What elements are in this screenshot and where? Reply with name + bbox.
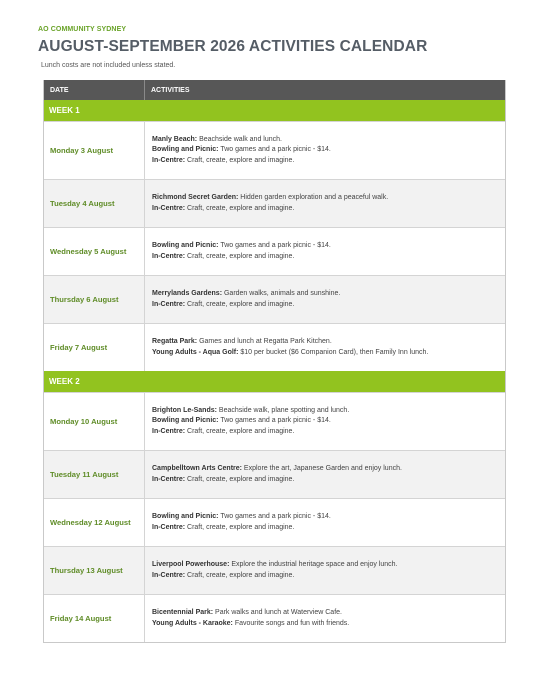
day-activities	[145, 276, 505, 323]
activity-name: In-Centre:	[152, 523, 186, 531]
day-date: Monday 3 August	[44, 122, 145, 179]
activity-line	[152, 571, 505, 582]
activity-desc: Craft, create, explore and imagine.	[185, 523, 295, 531]
day-date: Tuesday 11 August	[44, 451, 145, 498]
activity-line	[152, 464, 505, 475]
activity-line	[152, 475, 505, 486]
activity-line	[152, 619, 505, 630]
activity-desc: $10 per bucket ($6 Companion Card), then Family Inn lunch.	[238, 348, 429, 356]
activity-name: Bowling and Picnic:	[152, 513, 219, 520]
week-header: WEEK 1	[44, 100, 505, 121]
day-activities	[145, 547, 505, 594]
page-note: Lunch costs are not included unless stated.	[41, 62, 176, 69]
table-row	[44, 594, 505, 642]
activity-line	[152, 289, 505, 300]
activity-line	[152, 348, 505, 359]
table-row	[44, 392, 505, 450]
activity-name: Bowling and Picnic:	[152, 417, 219, 425]
activity-desc: Craft, create, explore and imagine.	[185, 427, 295, 435]
day-date: Friday 7 August	[44, 324, 145, 371]
day-date: Thursday 6 August	[44, 276, 145, 323]
day-activities	[145, 499, 505, 546]
table-row	[44, 179, 505, 227]
activity-name: Richmond Secret Garden:	[152, 194, 239, 201]
activity-name: In-Centre:	[152, 427, 186, 435]
activities-table	[43, 80, 506, 643]
activity-line	[152, 608, 505, 619]
day-date: Tuesday 4 August	[44, 180, 145, 227]
activity-name: Liverpool Powerhouse:	[152, 561, 230, 568]
table-row	[44, 275, 505, 323]
activity-desc: Two games and a park picnic - $14.	[218, 513, 331, 520]
activity-line	[152, 337, 505, 348]
activity-desc: Favourite songs and fun with friends.	[232, 619, 350, 627]
activity-desc: Two games and a park picnic - $14.	[218, 242, 331, 249]
activity-line	[152, 252, 505, 263]
activity-line	[152, 523, 505, 534]
activity-desc: Craft, create, explore and imagine.	[185, 252, 295, 260]
day-date: Thursday 13 August	[44, 547, 145, 594]
table-row	[44, 546, 505, 594]
table-row	[44, 323, 505, 371]
activity-name: In-Centre:	[152, 571, 186, 579]
brand-label: AO COMMUNITY SYDNEY	[38, 26, 127, 33]
page-title: AUGUST-SEPTEMBER 2026 ACTIVITIES CALENDAR	[38, 38, 428, 55]
day-date: Friday 14 August	[44, 595, 145, 642]
day-activities	[145, 595, 505, 642]
day-activities	[145, 451, 505, 498]
activity-desc: Craft, create, explore and imagine.	[185, 156, 295, 164]
activity-desc: Garden walks, animals and sunshine.	[222, 290, 341, 297]
activity-name: In-Centre:	[152, 204, 186, 212]
activity-line	[152, 135, 505, 146]
activity-name: Bicentennial Park:	[152, 609, 214, 616]
activity-desc: Explore the industrial heritage space and enjoy lunch.	[229, 561, 398, 568]
activity-line	[152, 427, 505, 438]
activity-name: Young Adults - Karaoke:	[152, 619, 233, 627]
activity-name: Bowling and Picnic:	[152, 146, 219, 154]
day-activities	[145, 393, 505, 450]
activity-name: In-Centre:	[152, 252, 186, 260]
day-activities	[145, 228, 505, 275]
table-row	[44, 227, 505, 275]
header-activities: ACTIVITIES	[151, 86, 190, 94]
activity-name: Manly Beach:	[152, 135, 198, 143]
activity-desc: Park walks and lunch at Waterview Cafe.	[213, 609, 342, 616]
activity-name: Brighton Le-Sands:	[152, 406, 217, 414]
activity-line	[152, 300, 505, 311]
activity-name: Bowling and Picnic:	[152, 242, 219, 249]
activity-desc: Beachside walk, plane spotting and lunch.	[216, 406, 350, 414]
activity-name: In-Centre:	[152, 475, 186, 483]
day-activities	[145, 324, 505, 371]
activity-desc: Beachside walk and lunch.	[197, 135, 282, 143]
activity-line	[152, 416, 505, 427]
day-activities	[145, 180, 505, 227]
activity-desc: Two games and a park picnic - $14.	[218, 146, 331, 154]
day-activities	[145, 122, 505, 179]
table-row	[44, 121, 505, 179]
activity-line	[152, 204, 505, 215]
activity-name: Campbelltown Arts Centre:	[152, 465, 242, 472]
day-date: Wednesday 12 August	[44, 499, 145, 546]
table-row	[44, 498, 505, 546]
activity-name: Young Adults - Aqua Golf:	[152, 348, 239, 356]
activity-name: Regatta Park:	[152, 338, 198, 345]
table-header	[44, 80, 505, 100]
activity-desc: Games and lunch at Regatta Park Kitchen.	[197, 338, 332, 345]
activity-line	[152, 560, 505, 571]
activity-line	[152, 156, 505, 167]
activity-name: In-Centre:	[152, 156, 186, 164]
table-row	[44, 450, 505, 498]
activity-name: Merrylands Gardens:	[152, 290, 223, 297]
activity-desc: Craft, create, explore and imagine.	[185, 475, 295, 483]
activity-desc: Two games and a park picnic - $14.	[218, 417, 331, 425]
activity-desc: Hidden garden exploration and a peaceful walk.	[238, 194, 389, 201]
day-date: Wednesday 5 August	[44, 228, 145, 275]
activity-name: In-Centre:	[152, 300, 186, 308]
activity-desc: Craft, create, explore and imagine.	[185, 571, 295, 579]
activity-desc: Craft, create, explore and imagine.	[185, 300, 295, 308]
week-header: WEEK 2	[44, 371, 505, 392]
activity-line	[152, 406, 505, 417]
activity-desc: Explore the art, Japanese Garden and enjoy lunch.	[241, 465, 402, 472]
activity-line	[152, 241, 505, 252]
header-date: DATE	[44, 80, 145, 100]
day-date: Monday 10 August	[44, 393, 145, 450]
activity-line	[152, 512, 505, 523]
activity-desc: Craft, create, explore and imagine.	[185, 204, 295, 212]
activity-line	[152, 193, 505, 204]
activity-line	[152, 145, 505, 156]
